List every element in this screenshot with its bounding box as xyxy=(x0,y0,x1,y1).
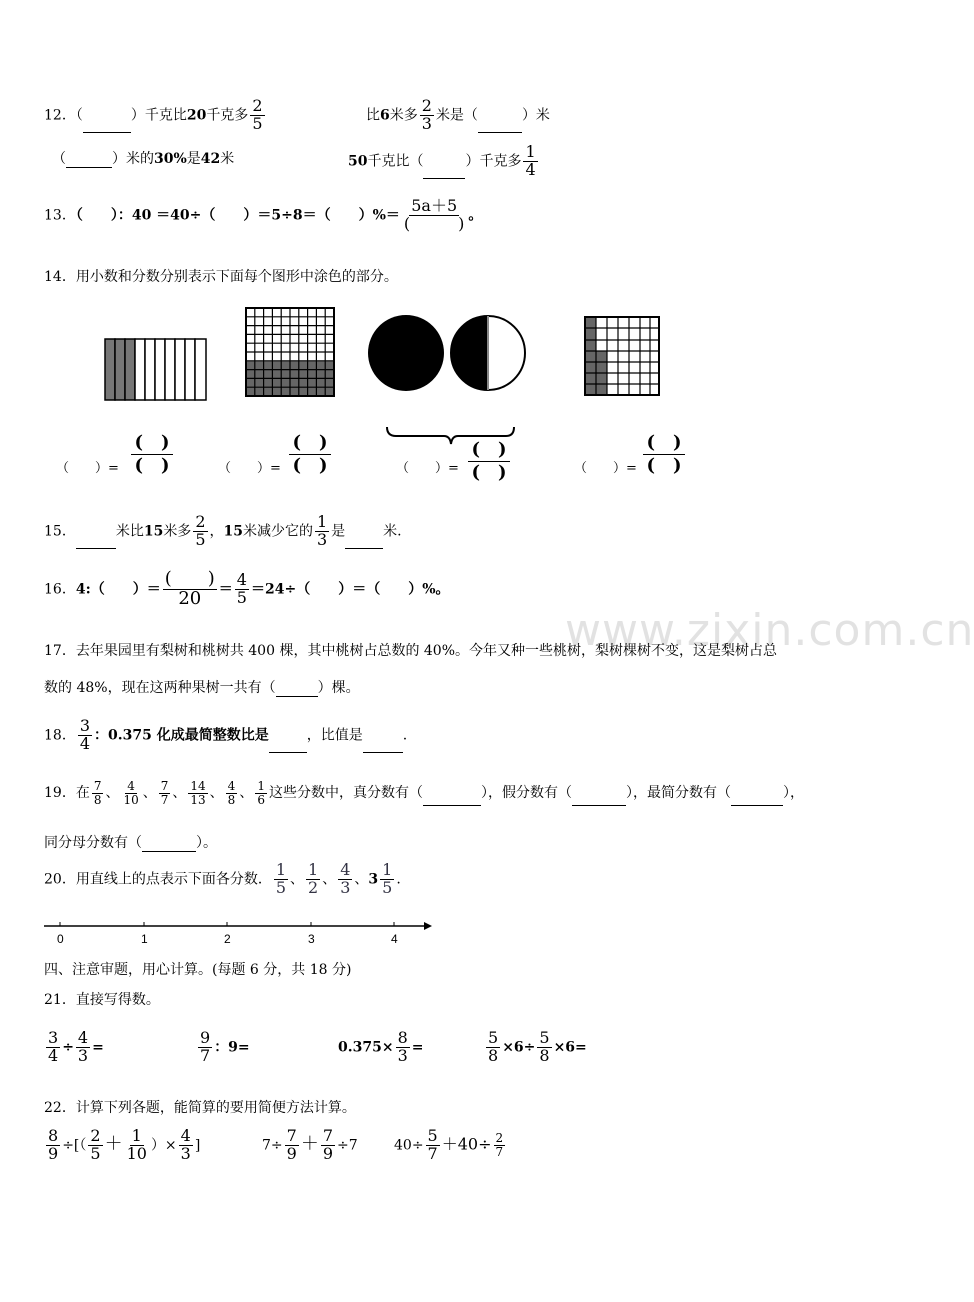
q21-prompt: 21．直接写得数。 xyxy=(44,992,160,1008)
fraction: $\frac{2}{5}$ xyxy=(90,1126,101,1163)
q22-expr-3: 40÷ $\frac{5}{7}$ ＋40÷ $\frac{2}{7}$ xyxy=(394,1126,504,1163)
tick-label-2: 2 xyxy=(224,932,231,946)
fraction: $\frac{8}{9}$ xyxy=(48,1126,59,1163)
fraction: $\frac{5}{7}$ xyxy=(427,1126,438,1163)
tick-label-0: 0 xyxy=(57,932,64,946)
fraction: $\frac{2}{3}$ xyxy=(421,96,432,133)
q14-prompt: 14．用小数和分数分别表示下面每个图形中涂色的部分。 xyxy=(44,269,398,285)
q13: 13．（ ）：40 ＝40÷（ ）＝5÷8＝（ ）%＝ $\frac{5a+5}{( )}$ 。 xyxy=(44,196,483,233)
answer-blank[interactable] xyxy=(478,132,522,133)
hundred-grid-figure xyxy=(246,308,334,396)
answer-blank[interactable] xyxy=(363,752,403,753)
fraction: $\frac{5a+5}{( )}$ xyxy=(403,196,465,233)
q17-number: 17． xyxy=(44,643,76,659)
q14-answer-fraction-3[interactable]: ( ) ( ) xyxy=(468,441,510,482)
q14-answer-decimal-3[interactable]: （ ）= xyxy=(396,461,459,476)
fraction: $\frac{9}{7}$ xyxy=(200,1028,211,1065)
fraction: $\frac{1}{10}$ xyxy=(126,1126,147,1163)
q18-number: 18． xyxy=(44,727,76,744)
q21-expr-2: $\frac{9}{7}$ ：9= xyxy=(200,1028,250,1065)
answer-blank[interactable] xyxy=(142,851,196,852)
q22-prompt: 22．计算下列各题，能简算的要用简便方法计算。 xyxy=(44,1100,356,1116)
q22-number: 22． xyxy=(44,1100,76,1116)
q14-answer-fraction-2[interactable]: ( ) ( ) xyxy=(289,434,331,475)
answer-blank[interactable] xyxy=(572,805,626,806)
q17-line2: 数的 48%，现在这两种果树一共有（ ）棵。 xyxy=(44,680,360,696)
q16-number: 16． xyxy=(44,581,76,598)
fraction: $\frac{1}{4}$ xyxy=(525,142,536,179)
q14-answer-fraction-1[interactable]: ( ) ( ) xyxy=(131,434,173,475)
section-heading: 四、注意审题，用心计算。(每题 6 分，共 18 分) xyxy=(44,962,352,978)
fraction: $\frac{5}{8}$ xyxy=(488,1028,499,1065)
q21-expr-3: 0.375× $\frac{8}{3}$ = xyxy=(338,1028,424,1065)
q12-part-c: （ ）米的30%是42米 xyxy=(52,151,235,167)
q19-line1: 19．在 $\frac{7}{8}$ 、 $\frac{4}{10}$ 、 $\frac{7}{7}$ 、 $\frac{14}{13}$ 、 $\frac{4}{8}$ 、 $\frac{1}{6}$ 这些分数中，真分数有（ ），假分数有（ ），最简分数有（ ）， xyxy=(44,779,804,807)
number-line xyxy=(40,918,440,948)
q14-answer-fraction-4[interactable]: ( ) ( ) xyxy=(643,434,685,475)
fraction: $\frac{7}{9}$ xyxy=(322,1126,334,1163)
fraction: $\frac{4}{3}$ xyxy=(180,1126,191,1163)
fraction: $\frac{4}{5}$ xyxy=(236,570,247,607)
fraction: $\frac{3}{4}$ xyxy=(79,716,91,753)
q22-expr-1: $\frac{8}{9}$ ÷[（ $\frac{2}{5}$ ＋ $\frac{1}{10}$ ）× $\frac{4}{3}$ ] xyxy=(48,1126,201,1163)
fraction: $\frac{1}{6}$ xyxy=(257,779,265,807)
circles-figure xyxy=(368,315,525,391)
fraction: $\frac{2}{5}$ xyxy=(195,512,206,549)
q12-part-d: 50千克比（ ）千克多 $\frac{1}{4}$ xyxy=(348,142,536,179)
q20: 20．用直线上的点表示下面各分数． $\frac{1}{5}$ 、 $\frac{1}{2}$ 、 $\frac{4}{3}$ 、3 $\frac{1}{5}$ . xyxy=(44,860,401,897)
answer-blank[interactable] xyxy=(66,167,112,168)
answer-blank[interactable] xyxy=(731,805,783,806)
fraction: $\frac{2}{7}$ xyxy=(495,1131,504,1159)
q14-answer-decimal-2[interactable]: （ ）= xyxy=(218,461,281,476)
q21-expr-1: $\frac{3}{4}$ ÷ $\frac{4}{3}$ = xyxy=(48,1028,104,1065)
q22-expr-2: 7÷ $\frac{7}{9}$ ＋ $\frac{7}{9}$ ÷7 xyxy=(262,1126,358,1163)
fraction: $\frac{1}{5}$ xyxy=(382,860,393,897)
answer-blank[interactable] xyxy=(83,132,131,133)
fraction: $\frac{4}{3}$ xyxy=(77,1028,89,1065)
partial-grid-figure xyxy=(585,317,659,395)
answer-blank[interactable] xyxy=(345,548,383,549)
q12-part-a: 12．（ ）千克比20千克多 $\frac{2}{5}$ xyxy=(44,96,263,133)
fraction: $\frac{4}{10}$ xyxy=(123,779,139,807)
q20-number: 20． xyxy=(44,871,76,888)
fraction: $\frac{7}{7}$ xyxy=(160,779,169,807)
q21-number: 21． xyxy=(44,992,76,1008)
answer-blank[interactable] xyxy=(423,805,481,806)
fraction: $\frac{5}{8}$ xyxy=(539,1028,550,1065)
fraction: $\frac{1}{2}$ xyxy=(308,860,319,897)
answer-blank[interactable] xyxy=(276,696,318,697)
fraction: $\frac{2}{5}$ xyxy=(252,96,263,133)
fraction: $\frac{1}{3}$ xyxy=(316,512,328,549)
fraction: $\frac{3}{4}$ xyxy=(48,1028,59,1065)
q15-number: 15． xyxy=(44,523,76,540)
answer-blank[interactable] xyxy=(76,548,116,549)
q19-number: 19． xyxy=(44,785,76,802)
fraction: $\frac{4}{8}$ xyxy=(227,779,236,807)
fraction: $\frac{14}{13}$ xyxy=(190,779,206,807)
watermark: www.zixin.com.cn xyxy=(565,605,974,656)
striped-rectangle-figure xyxy=(105,339,206,400)
answer-blank[interactable] xyxy=(269,752,307,753)
tick-label-1: 1 xyxy=(141,932,148,946)
q14-number: 14． xyxy=(44,269,76,285)
fraction: $\frac{4}{3}$ xyxy=(340,860,351,897)
q14-answer-decimal-1[interactable]: （ ）= xyxy=(56,461,119,476)
q16: 16．4:（ ）＝ $\frac{( )}{20}$ ＝ $\frac{4}{5}$ ＝24÷（ ）＝（ ）%。 xyxy=(44,568,450,609)
fraction: $\frac{( )}{20}$ xyxy=(164,568,215,609)
fraction: $\frac{1}{5}$ xyxy=(275,860,287,897)
q15: 15． 米比15米多 $\frac{2}{5}$ ，15米减少它的 $\frac{1}{3}$ 是 米. xyxy=(44,512,402,549)
q14-answer-decimal-4[interactable]: （ ）= xyxy=(574,461,637,476)
q18: 18． $\frac{3}{4}$ ：0.375 化成最简整数比是 ，比值是 . xyxy=(44,716,408,753)
q12-number: 12． xyxy=(44,107,76,124)
fraction: $\frac{7}{8}$ xyxy=(93,779,102,807)
fraction: $\frac{7}{9}$ xyxy=(286,1126,297,1163)
fraction: $\frac{8}{3}$ xyxy=(397,1028,408,1065)
q21-expr-4: $\frac{5}{8}$ ×6÷ $\frac{5}{8}$ ×6= xyxy=(488,1028,587,1065)
tick-label-3: 3 xyxy=(308,932,315,946)
q13-number: 13． xyxy=(44,207,76,224)
q12-part-b: 比6米多 $\frac{2}{3}$ 米是（ ）米 xyxy=(366,96,550,133)
tick-label-4: 4 xyxy=(391,932,398,946)
q17-line1: 17．去年果园里有梨树和桃树共 400 棵，其中桃树占总数的 40%。今年又种一些桃树，梨树棵树不变，这是梨树占总 xyxy=(44,643,778,659)
q19-line2: 同分母分数有（ ）。 xyxy=(44,835,217,851)
answer-blank[interactable] xyxy=(423,178,465,179)
